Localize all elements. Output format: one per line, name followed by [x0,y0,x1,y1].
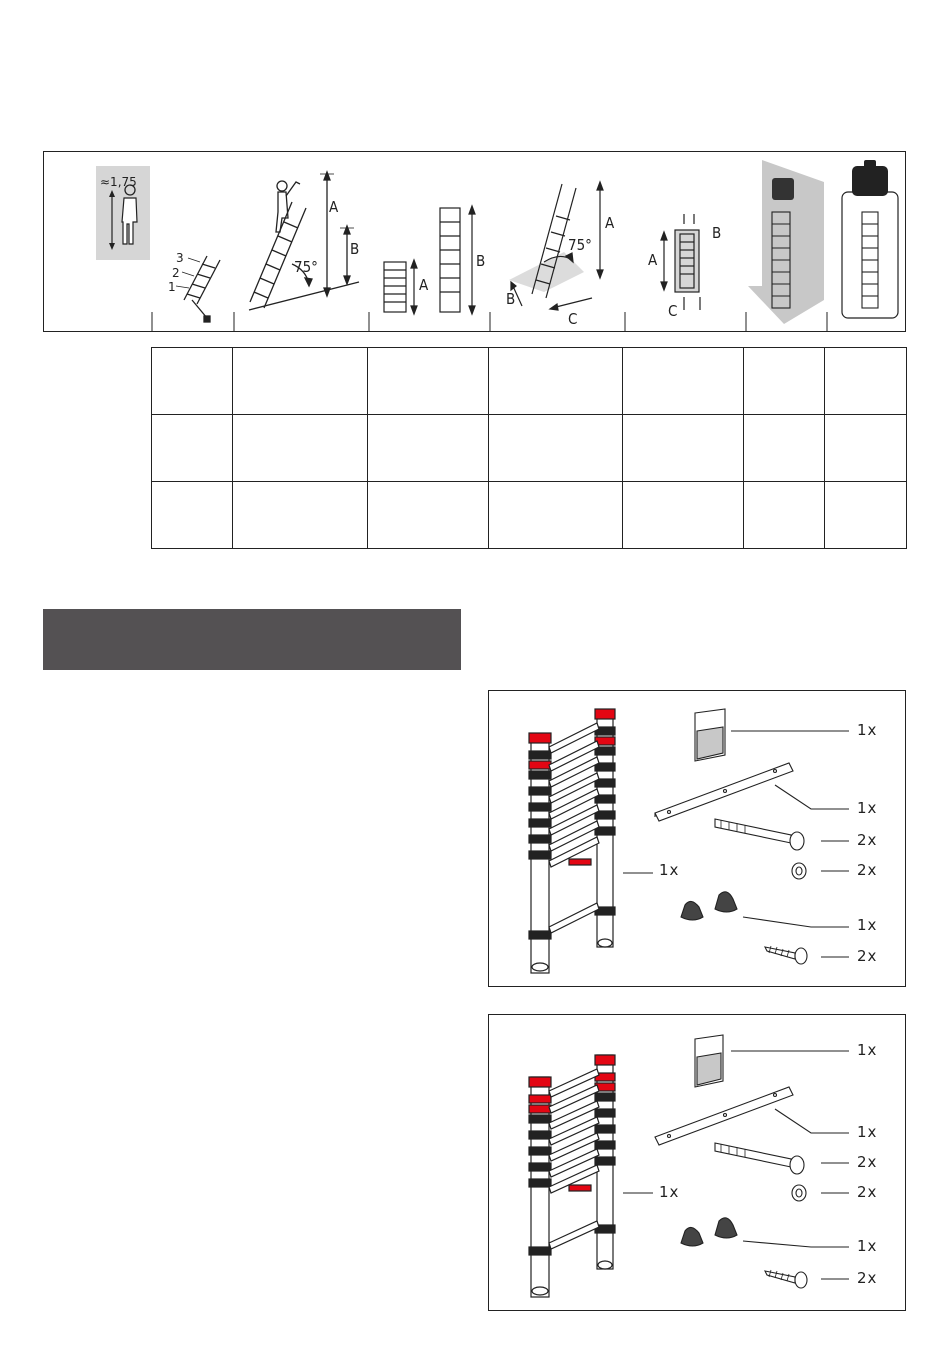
table-cell [825,482,907,549]
qty-wall-bar: 1x [857,1123,878,1141]
icon-strip [43,151,906,332]
table-cell [744,415,825,482]
table-cell [623,482,744,549]
qty-washer: 2x [857,861,878,879]
lean-angle-icon [249,172,359,310]
washer-icon [792,1185,806,1201]
svg-text:B: B [350,240,360,258]
table-cell [232,415,367,482]
table-cell [367,415,488,482]
table-cell [825,348,907,415]
table-cell [488,415,623,482]
qty-screw: 2x [857,1269,878,1287]
qty-bolt: 2x [857,831,878,849]
qty-manual: 1x [857,1041,878,1059]
table-cell [152,348,233,415]
washer-icon [792,863,806,879]
rubber-feet-icon [681,892,737,920]
table-cell [744,348,825,415]
table-cell [744,482,825,549]
qty-ladder: 1x [659,1183,680,1201]
package-contents-illustration [489,691,907,988]
manual-booklet-icon [695,709,725,761]
package-contents-panel-2 [488,1014,906,1311]
table-cell [152,482,233,549]
wall-bar-icon [655,1087,793,1145]
table-cell [825,415,907,482]
screw-icon [765,946,807,964]
table-row [152,415,907,482]
weight-icon [842,160,898,318]
table-cell [232,348,367,415]
qty-wall-bar: 1x [857,799,878,817]
bolt-icon [715,819,804,850]
qty-manual: 1x [857,721,878,739]
svg-text:B: B [476,252,486,270]
table-cell [488,482,623,549]
svg-text:3: 3 [176,251,184,265]
telescopic-ladder-icon [529,709,615,973]
svg-text:B: B [506,290,516,308]
svg-text:A: A [648,251,658,269]
svg-text:A: A [419,276,429,294]
spec-table [151,347,907,549]
svg-text:1: 1 [168,280,176,294]
person-height-label: ≈1,75 [100,175,137,189]
table-cell [488,348,623,415]
section-banner [43,609,461,670]
angle-label: 75° [294,258,318,276]
qty-bolt: 2x [857,1153,878,1171]
qty-washer: 2x [857,1183,878,1201]
svg-text:A: A [329,198,339,216]
rubber-feet-icon [681,1218,737,1246]
package-contents-illustration [489,1015,907,1312]
svg-text:75°: 75° [568,236,592,254]
table-cell [623,415,744,482]
svg-text:A: A [605,214,615,232]
table-row [152,482,907,549]
telescopic-ladder-icon [529,1055,615,1297]
wall-bar-icon [655,763,793,821]
bolt-icon [715,1143,804,1174]
table-cell [367,482,488,549]
load-arrow-icon [748,160,824,324]
collapsed-extended-icon [384,206,475,314]
qty-feet: 1x [857,916,878,934]
icon-strip-graphics [44,152,907,333]
table-cell [152,415,233,482]
manual-booklet-icon [695,1035,723,1087]
screw-icon [765,1270,807,1288]
svg-text:C: C [668,302,678,320]
svg-text:B: B [712,224,722,242]
person-height-icon [96,166,150,260]
svg-text:C: C [568,310,578,328]
package-contents-panel-1 [488,690,906,987]
table-cell [623,348,744,415]
table-cell [367,348,488,415]
qty-screw: 2x [857,947,878,965]
qty-feet: 1x [857,1237,878,1255]
stored-size-icon [661,214,700,310]
table-cell [232,482,367,549]
rung-number-icon [176,256,220,322]
table-row [152,348,907,415]
qty-ladder: 1x [659,861,680,879]
svg-text:2: 2 [172,266,180,280]
